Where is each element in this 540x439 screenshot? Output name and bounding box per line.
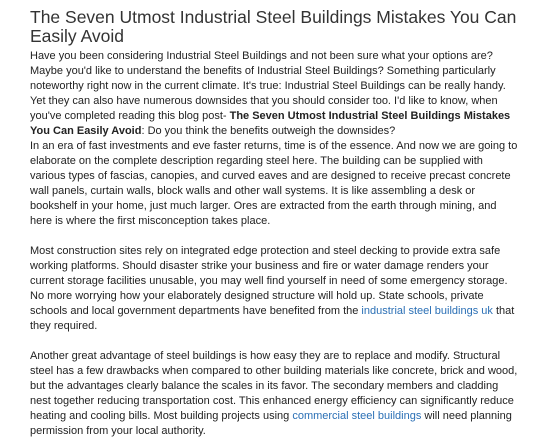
intro-text-end: : Do you think the benefits outweigh the downsides?	[141, 125, 396, 137]
article-title: The Seven Utmost Industrial Steel Buildings Mistakes You Can Easily Avoid	[30, 7, 517, 46]
paragraph-2-text-end: that they required.	[30, 305, 515, 332]
intro-text: Have you been considering Industrial Steel Buildings and not been sure what your options are? Maybe you'd like to understand the benefits of Industrial Steel Buildings? Something particularly noteworthy right now in the current climate. It's true: Industrial Steel Buildings can be really handy. Yet they can also have numerous downsides that you should consider too. I'd like to know, when you've completed reading this blog post-	[30, 50, 506, 122]
paragraph-2-text: Most construction sites rely on integrated edge protection and steel decking to provide extra safe working platforms. Should disaster strike your business and fire or water damage renders your current storage facilities unusable, you may well find yourself in need of some emergency storage. No more worrying how your elaborately designed structure will hold up. State schools, private schools and local government departments have benefited from the	[30, 245, 508, 317]
paragraph-3-text: Another great advantage of steel buildings is how easy they are to replace and modify. Structural steel has a few drawbacks when compared to other building materials like concrete, brick and wood, but the advantages clearly balance the scales in its favor. The secondary members and cladding nest together reducing transportation cost. This enhanced energy efficiency can significantly reduce heating and cooling bills. Most building projects using	[30, 350, 518, 422]
paragraph-3	[30, 349, 518, 439]
paragraph-2	[30, 244, 518, 334]
paragraph-3-text-end: will need planning permission from your local authority.	[30, 410, 512, 437]
commercial-steel-buildings-link[interactable]: commercial steel buildings	[292, 410, 422, 422]
industrial-steel-buildings-link[interactable]: industrial steel buildings uk	[361, 305, 493, 317]
paragraph-1: In an era of fast investments and eve faster returns, time is of the essence. And now we are going to elaborate on the complete description regarding steel here. The building can be supplied with various types of fascias, canopies, and curved eaves and are designed to receive precast concrete wall panels, curtain walls, block walls and other wall systems. It is like assembling a desk or bookshelf in your home, just much larger. Ores are extracted from the earth through mining, and here is where the first misconception takes place.	[30, 140, 518, 227]
intro-bold-title: The Seven Utmost Industrial Steel Buildings Mistakes You Can Easily Avoid	[30, 110, 511, 137]
intro-paragraph	[30, 49, 518, 139]
